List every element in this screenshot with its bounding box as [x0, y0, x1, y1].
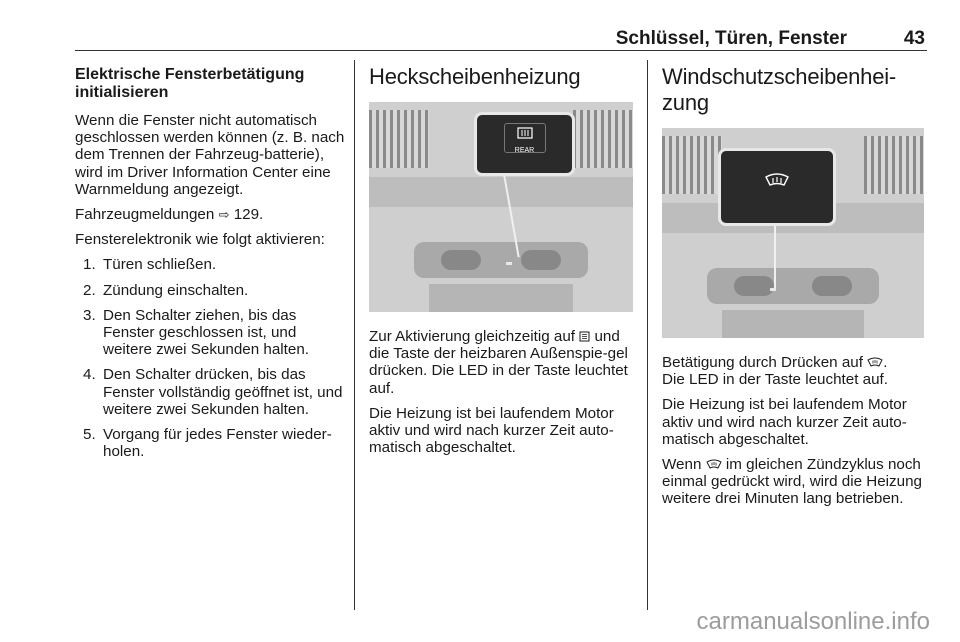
header-rule: [75, 50, 927, 51]
section-title: Heckscheibenheizung: [369, 64, 581, 89]
paragraph: Wenn im gleichen Zündzyklus noch einmal gedrückt wird, wird die Heizung weitere drei Minuten lang betrieben.: [662, 456, 922, 508]
dashboard-illustration: [369, 102, 633, 312]
list-item: 4. Den Schalter drücken, bis das Fenster vollständig geöffnet ist, und weitere zwei Sekunden halten.: [83, 366, 343, 418]
column-window-init: [75, 62, 345, 468]
paragraph: Die Heizung ist bei laufendem Motor aktiv und wird nach kurzer Zeit auto-matisch abgeschaltet.: [662, 396, 907, 448]
column-windscreen-heating: [662, 62, 928, 516]
windscreen-heating-icon: [867, 357, 883, 368]
paragraph: Betätigung durch Drücken auf . Die LED in der Taste leuchtet auf.: [662, 354, 888, 389]
page-title: Schlüssel, Türen, Fenster: [615, 28, 847, 49]
list-item: 2. Zündung einschalten.: [83, 281, 249, 299]
windscreen-heating-button: [749, 161, 805, 203]
air-vent: [573, 110, 633, 168]
rear-defrost-icon: [579, 331, 590, 342]
list-item: 1. Türen schließen.: [83, 256, 217, 274]
rear-defrost-button: [504, 123, 546, 153]
page-number: 43: [903, 28, 925, 49]
air-vent: [662, 136, 722, 194]
watermark: carmanualsonline.info: [696, 608, 930, 635]
steps-list: [75, 256, 345, 460]
zoom-callout: [718, 148, 836, 226]
knob: [521, 250, 561, 270]
knob: [812, 276, 852, 296]
button-label: REAR: [514, 147, 535, 154]
dashboard-illustration: [662, 128, 924, 338]
column-divider: [647, 60, 648, 610]
knob: [441, 250, 481, 270]
knob: [734, 276, 774, 296]
air-vent: [369, 110, 429, 168]
air-vent: [864, 136, 924, 194]
rear-defrost-icon: [517, 127, 533, 139]
page-link[interactable]: 129.: [233, 206, 264, 224]
column-divider: [354, 60, 355, 610]
button-led: [770, 288, 776, 291]
paragraph: Fensterelektronik wie folgt aktivieren:: [75, 231, 325, 249]
paragraph: Zur Aktivierung gleichzeitig auf und die Taste der heizbaren Außenspie-gel drücken. Die LED in der Taste leuchtet auf.: [369, 328, 628, 397]
arrow-right-icon: ⇨: [218, 207, 230, 223]
dashboard-strip: [369, 177, 633, 207]
paragraph: Die Heizung ist bei laufendem Motor aktiv und wird nach kurzer Zeit auto-matisch abgeschaltet.: [369, 404, 614, 457]
section-title: Windschutzscheibenhei- zung: [662, 64, 897, 115]
list-item: 5. Vorgang für jedes Fenster wieder-holen.: [83, 426, 332, 461]
paragraph: Wenn die Fenster nicht automatisch geschlossen werden können (z. B. nach dem Trennen der Fahrzeug-batterie), wird im Driver Information Center eine Warnmeldung angezeigt.: [75, 112, 345, 198]
list-item: 3. Den Schalter ziehen, bis das Fenster geschlossen ist, und weitere zwei Sekunden halten.: [83, 306, 310, 359]
zoom-callout: [474, 112, 575, 176]
windscreen-heating-icon: [706, 459, 722, 470]
column-rear-window-heating: [369, 62, 633, 464]
climate-panel: [707, 268, 879, 304]
windscreen-heating-icon: [764, 173, 790, 189]
center-console: [429, 284, 573, 312]
button-led: [506, 262, 512, 265]
center-console: [722, 310, 864, 338]
paragraph-reference: Fahrzeugmeldungen ⇨ 129.: [75, 206, 264, 224]
section-heading: Elektrische Fensterbetätigung initialisieren: [75, 66, 305, 101]
